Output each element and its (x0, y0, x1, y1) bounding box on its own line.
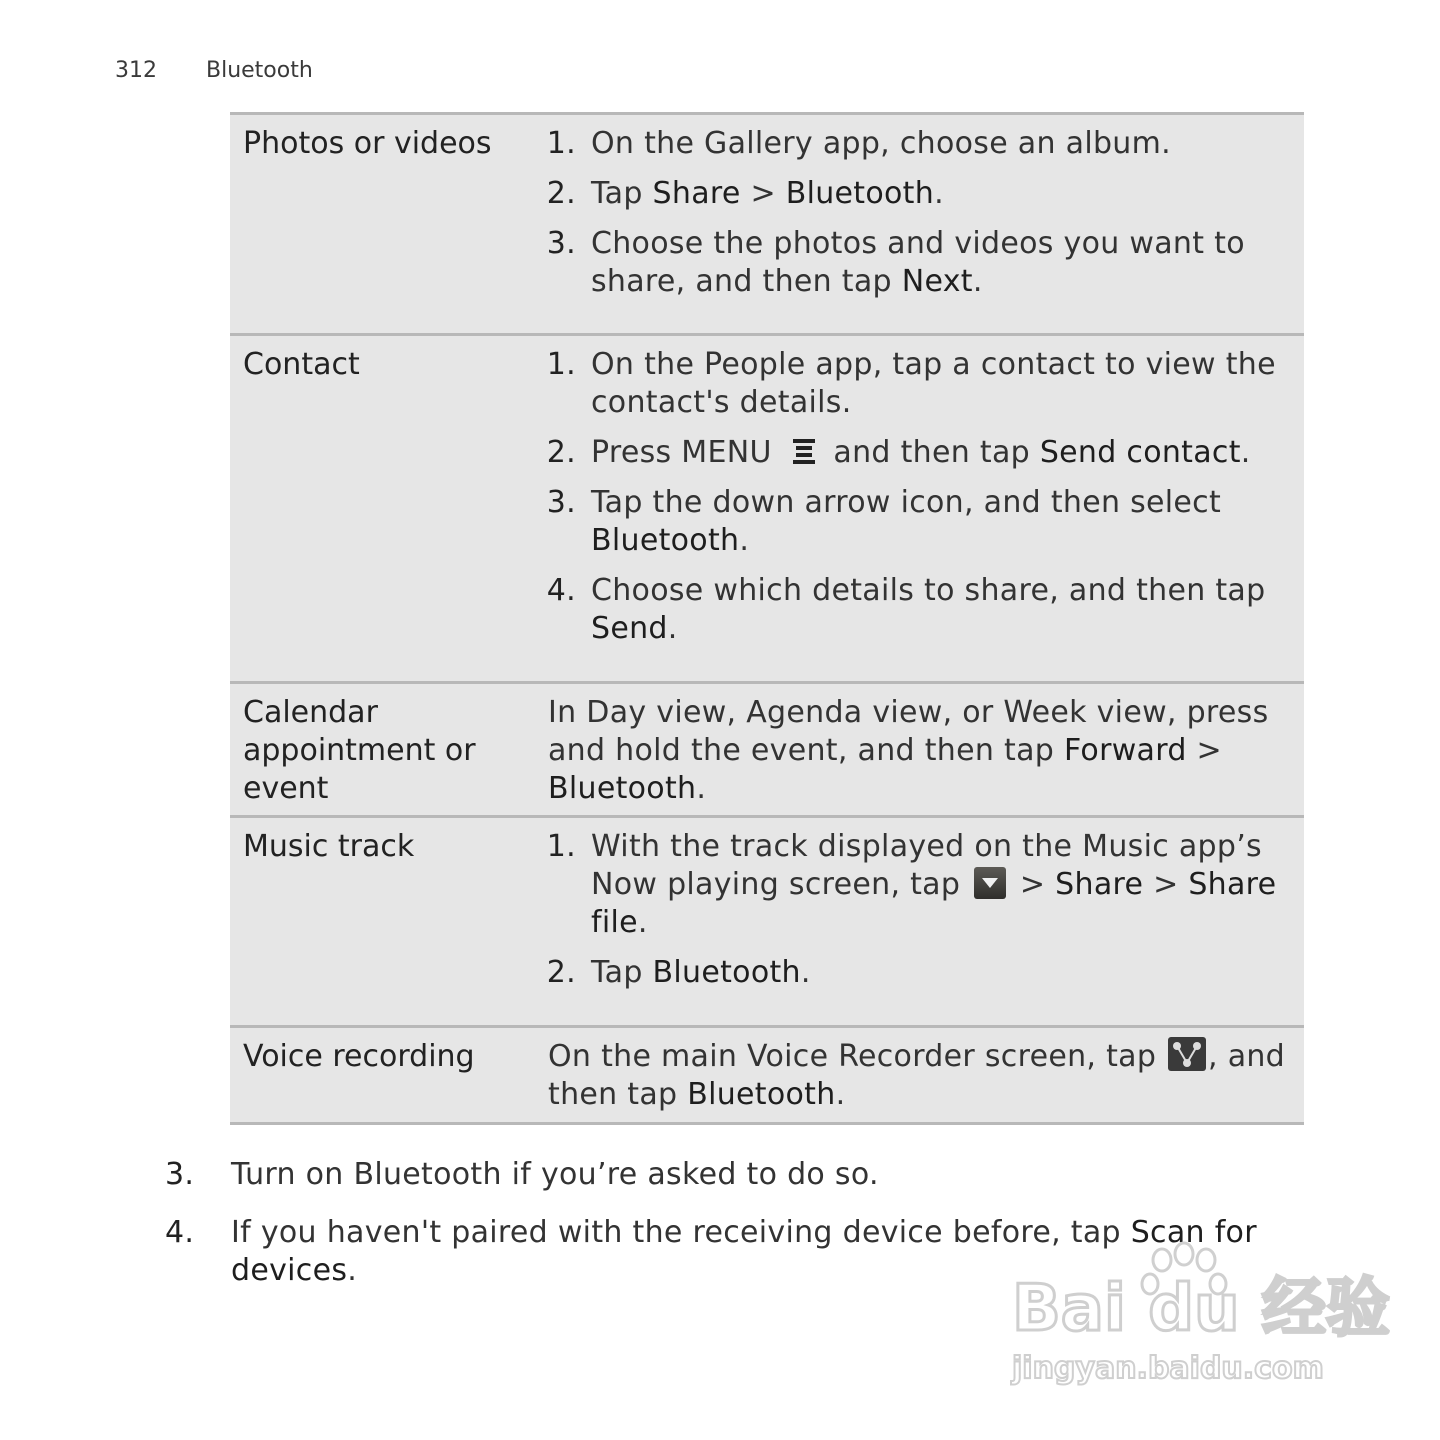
step-text: > (740, 176, 786, 211)
row-label: Contact (243, 347, 360, 382)
ui-term: Bluetooth (687, 1077, 836, 1112)
page-number: 312 (115, 58, 157, 83)
step-text: Tap the down arrow icon, and then select (591, 485, 1222, 520)
step-text: > (1010, 867, 1056, 902)
step-number: 3. (546, 226, 576, 261)
table-row (230, 1028, 1304, 1125)
step-text: Choose which details to share, and then tap (591, 573, 1266, 608)
watermark-url: jingyan.baidu.com (1012, 1351, 1324, 1386)
step-text: If you haven't paired with the receiving device before, tap (231, 1215, 1131, 1250)
step-text: Press MENU (591, 435, 772, 470)
watermark-brand: Bai du 经验 (1012, 1272, 1390, 1346)
down-arrow-icon (974, 867, 1006, 899)
row-text-part: , and then tap (548, 1039, 1286, 1112)
list-item (548, 954, 1298, 992)
step-number: 2. (546, 955, 576, 990)
list-item (548, 484, 1298, 560)
step-number: 4. (165, 1215, 195, 1250)
table-row (230, 818, 1304, 1028)
step-text: On the Gallery app, choose an album. (591, 126, 1171, 161)
list-item (548, 225, 1298, 301)
step-number: 2. (546, 176, 576, 211)
ui-term: Forward (1063, 733, 1187, 768)
step-number: 2. (546, 435, 576, 470)
step-text: Choose the photos and videos you want to share, and then tap (591, 226, 1245, 299)
row-steps (548, 346, 1298, 660)
step-text: Tap (591, 176, 653, 211)
step-text: . (347, 1253, 358, 1288)
ui-term: Share (1055, 867, 1144, 902)
step-text: . (800, 955, 811, 990)
step-number: 1. (546, 126, 576, 161)
step-text: . (934, 176, 944, 211)
list-item (548, 572, 1298, 648)
table-row (230, 115, 1304, 336)
step-text: . (637, 905, 648, 940)
row-text (548, 694, 1298, 808)
share-icon-glyph (1168, 1037, 1206, 1071)
row-text-part: On the main Voice Recorder screen, tap (548, 1039, 1157, 1074)
step-number: 1. (546, 829, 576, 864)
list-item (548, 434, 1298, 472)
row-steps (548, 125, 1298, 313)
ui-term: Bluetooth (591, 523, 740, 558)
step-text: With the track displayed on the Music app’s Now playing screen, tap (591, 829, 1262, 902)
row-label: Calendar appointment or event (243, 695, 476, 806)
list-item (548, 828, 1298, 942)
step-text: . (739, 523, 750, 558)
row-label: Music track (243, 829, 415, 864)
ui-term: Scan for devices (231, 1215, 1257, 1288)
table-row (230, 684, 1304, 818)
step-number: 3. (546, 485, 576, 520)
step-text: . (1240, 435, 1251, 470)
baidu-watermark (1012, 1250, 1390, 1390)
ui-term: Bluetooth (548, 771, 697, 806)
row-text-part: . (696, 771, 707, 806)
menu-icon (788, 436, 818, 466)
step-text: . (972, 264, 983, 299)
section-title: Bluetooth (206, 58, 313, 83)
table-row (230, 336, 1304, 684)
step-text: On the People app, tap a contact to view the contact's details. (591, 347, 1276, 420)
row-text-part: In Day view, Agenda view, or Week view, press and hold the event, and then tap (548, 695, 1269, 768)
row-label: Photos or videos (243, 126, 492, 161)
row-text (548, 1038, 1298, 1114)
step-number: 4. (546, 573, 576, 608)
step-number: 3. (165, 1157, 195, 1192)
share-icon (1168, 1037, 1206, 1071)
list-item (548, 175, 1298, 213)
row-text-part: > (1186, 733, 1222, 768)
step-text: Turn on Bluetooth if you’re asked to do so. (231, 1157, 879, 1192)
list-item (548, 125, 1298, 163)
ui-term: Share (652, 176, 741, 211)
step-text: and then tap (833, 435, 1040, 470)
ui-term: Bluetooth (785, 176, 935, 211)
row-label: Voice recording (243, 1039, 475, 1074)
ui-term: Send contact (1039, 435, 1241, 470)
row-steps (548, 828, 1298, 1004)
baidu-paw-icon (1012, 1250, 1390, 1390)
step-text: . (667, 611, 678, 646)
share-method-table (230, 112, 1304, 1125)
step-number: 1. (546, 347, 576, 382)
outer-step (165, 1156, 1311, 1194)
ui-term: Bluetooth (652, 955, 801, 990)
row-text-part: . (835, 1077, 846, 1112)
step-text: > (1143, 867, 1189, 902)
step-text: Tap (591, 955, 653, 990)
list-item (548, 346, 1298, 422)
ui-term: Share file (591, 867, 1277, 940)
ui-term: Next (901, 264, 973, 299)
ui-term: Send (591, 611, 668, 646)
